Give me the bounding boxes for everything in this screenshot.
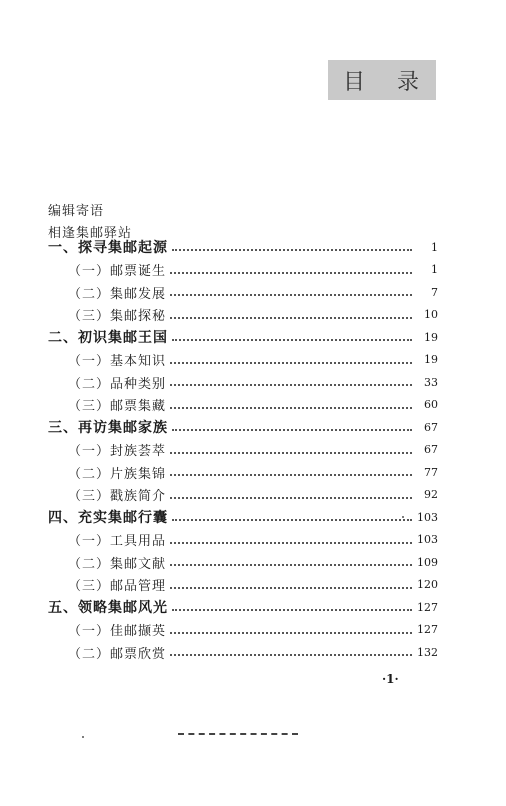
toc-leader-dots (172, 339, 412, 341)
toc-section-title: （二）邮票欣赏 (68, 646, 167, 662)
toc-chapter-title: 一、探寻集邮起源 (48, 240, 168, 257)
toc-chapter-title: 三、再访集邮家族 (48, 420, 168, 437)
toc-leader-dots (172, 519, 412, 521)
toc-page-number: 67 (424, 420, 438, 434)
toc-page-number: 132 (417, 645, 438, 659)
toc-section-title: （三）邮品管理 (68, 579, 167, 595)
toc-section-row[interactable] (48, 349, 438, 372)
toc-page-number: 19 (424, 353, 438, 367)
toc-leader-dots (170, 407, 412, 409)
toc-chapter-title: 五、领略集邮风光 (48, 600, 168, 617)
toc-page-number: 109 (417, 555, 438, 569)
toc-page-number: 67 (424, 443, 438, 457)
toc-section-row[interactable] (48, 619, 438, 642)
toc-chapter-row[interactable] (48, 326, 438, 349)
toc-section-row[interactable] (48, 439, 438, 462)
toc-leader-dots (170, 384, 412, 386)
toc-section-row[interactable] (48, 551, 438, 574)
toc-page-number: 120 (417, 578, 438, 592)
toc-leader-dots (170, 654, 412, 656)
page-title-char-1: 目 (342, 69, 367, 95)
toc-leader-dots (170, 294, 412, 296)
toc-section-row[interactable] (48, 484, 438, 507)
toc-section-title: （一）基本知识 (68, 354, 167, 370)
toc-chapter-row[interactable] (48, 596, 438, 619)
toc-leader-dots (172, 249, 412, 251)
toc-section-title: （三）集邮探秘 (68, 309, 167, 325)
toc-leader-dots (170, 474, 412, 476)
toc-leader-dots (170, 542, 412, 544)
toc-section-title: （一）佳邮撷英 (68, 624, 167, 640)
toc-page-number: 92 (424, 488, 438, 502)
toc-leader-dots (170, 564, 412, 566)
toc-section-row[interactable] (48, 641, 438, 664)
toc-section-title: （二）集邮发展 (68, 286, 167, 302)
toc-page-number: 7 (431, 285, 438, 299)
footer-rule (178, 733, 298, 735)
toc-page-number: 1 (431, 263, 438, 277)
toc-section-title: （一）邮票诞生 (68, 264, 167, 280)
toc-section-row[interactable] (48, 394, 438, 417)
toc-page-number: 103 (417, 533, 438, 547)
toc-leader-dots (170, 497, 412, 499)
page-title (328, 60, 436, 100)
toc-section-title: （二）集邮文献 (68, 556, 167, 572)
toc-page-number: 77 (424, 465, 438, 479)
toc-chapter-row[interactable] (48, 506, 438, 529)
page-number: ·1· (382, 672, 399, 686)
toc-section-row[interactable] (48, 574, 438, 597)
toc-section-title: （一）封族荟萃 (68, 444, 167, 460)
toc-page-number: 10 (424, 308, 438, 322)
toc-leader-dots (170, 452, 412, 454)
toc-chapter-row[interactable] (48, 236, 438, 259)
toc-section-title: （三）戳族简介 (68, 489, 167, 505)
toc-chapter-row[interactable] (48, 416, 438, 439)
toc-section-row[interactable] (48, 371, 438, 394)
toc-leader-dots (170, 632, 412, 634)
toc-leader-dots (170, 317, 412, 319)
toc-section-title: （一）工具用品 (68, 534, 167, 550)
toc-section-row[interactable] (48, 461, 438, 484)
toc-chapter-title: 二、初识集邮王国 (48, 330, 168, 347)
scan-speck (82, 736, 84, 738)
toc-leader-dots (170, 272, 412, 274)
table-of-contents (48, 236, 438, 664)
intro-stamp-station: 相逢集邮驿站 (48, 226, 133, 241)
toc-chapter-title: 四、充实集邮行囊 (48, 510, 168, 527)
scan-speck (402, 516, 404, 518)
toc-section-title: （三）邮票集藏 (68, 399, 167, 415)
intro-editor-note: 编辑寄语 (48, 204, 105, 219)
toc-page-number: 127 (417, 600, 438, 614)
toc-section-row[interactable] (48, 259, 438, 282)
toc-page-number: 60 (424, 398, 438, 412)
toc-page-number: 1 (431, 240, 438, 254)
toc-page-number: 103 (417, 510, 438, 524)
toc-leader-dots (172, 429, 412, 431)
toc-section-title: （二）片族集锦 (68, 466, 167, 482)
toc-page-number: 19 (424, 330, 438, 344)
toc-section-row[interactable] (48, 281, 438, 304)
toc-page-number: 127 (417, 623, 438, 637)
toc-page-number: 33 (424, 375, 438, 389)
toc-leader-dots (170, 587, 412, 589)
toc-section-title: （二）品种类别 (68, 376, 167, 392)
toc-leader-dots (170, 362, 412, 364)
toc-section-row[interactable] (48, 529, 438, 552)
page-title-char-2: 录 (396, 69, 421, 95)
toc-section-row[interactable] (48, 304, 438, 327)
toc-leader-dots (172, 609, 412, 611)
